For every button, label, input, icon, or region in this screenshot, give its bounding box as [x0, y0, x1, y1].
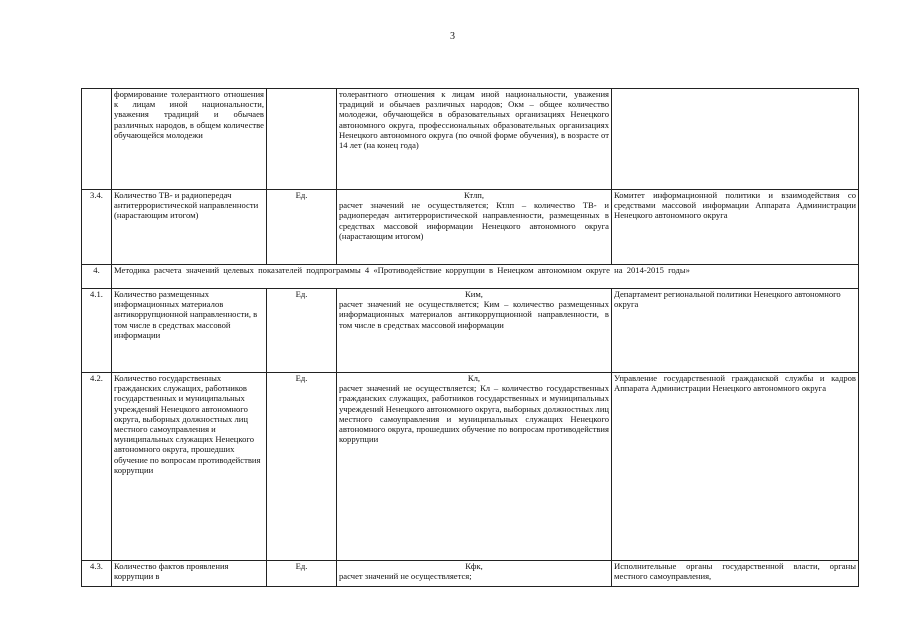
table-row	[82, 373, 859, 561]
indicator-method	[337, 190, 612, 265]
indicator-name: Количество фактов проявления коррупции в	[112, 561, 267, 587]
row-number: 4.2.	[82, 373, 112, 561]
indicator-unit: Ед.	[267, 190, 337, 265]
method-text: толерантного отношения к лицам иной национальности, уважения традиций и обычаев различных народов; Окм – общее количество молодежи, обучающейся в образовательных организациях Ненецкого автономного округа, профессиональных образовательных организациях Ненецкого автономного округа (по очной форме обучения), в возрасте от 14 лет (на конец года)	[339, 89, 609, 151]
indicator-unit	[267, 89, 337, 190]
row-number	[82, 89, 112, 190]
formula: Кфк,	[465, 561, 483, 571]
row-number: 4.3.	[82, 561, 112, 587]
indicator-method	[337, 89, 612, 190]
responsible-body: Департамент региональной политики Ненецкого автономного округа	[612, 289, 859, 373]
indicator-unit: Ед.	[267, 289, 337, 373]
responsible-body: Исполнительные органы государственной власти, органы местного самоуправления,	[612, 561, 859, 587]
table-row	[82, 561, 859, 587]
responsible-body: Комитет информационной политики и взаимодействия со средствами массовой информации Аппарата Администрации Ненецкого автономного округа	[612, 190, 859, 265]
indicator-method	[337, 289, 612, 373]
indicator-method	[337, 561, 612, 587]
table-row	[82, 289, 859, 373]
responsible-body: Управление государственной гражданской службы и кадров Аппарата Администрации Ненецкого автономного округа	[612, 373, 859, 561]
indicator-name: формирование толерантного отношения к лицам иной национальности, уважения традиций и обычаев различных народов, в общем количестве обучающейся молодежи	[112, 89, 267, 190]
indicator-method	[337, 373, 612, 561]
responsible-body	[612, 89, 859, 190]
formula: Ким,	[465, 289, 483, 299]
indicator-name: Количество государственных гражданских служащих, работников государственных и муниципальных учреждений Ненецкого автономного округа, выборных должностных лиц местного самоуправления и муниципальных служащих Ненецкого автономного округа, прошедших обучение по вопросам противодействия коррупции	[112, 373, 267, 561]
row-number: 4.1.	[82, 289, 112, 373]
indicator-name: Количество размещенных информационных материалов антикоррупционной направленности, в том числе в средствах массовой информации	[112, 289, 267, 373]
table-row	[82, 89, 859, 190]
page-number: 3	[450, 31, 455, 42]
row-number: 3.4.	[82, 190, 112, 265]
indicator-unit: Ед.	[267, 561, 337, 587]
table-row	[82, 190, 859, 265]
section-number: 4.	[82, 265, 112, 289]
indicators-table	[81, 88, 859, 587]
indicator-unit: Ед.	[267, 373, 337, 561]
section-row	[82, 265, 859, 289]
method-text: расчет значений не осуществляется;	[339, 571, 472, 582]
formula: Кл,	[467, 373, 481, 383]
method-text: расчет значений не осуществляется; Кл – количество государственных гражданских служащих, работников государственных и муниципальных учреждений Ненецкого автономного округа, выборных должностных лиц местного самоуправления и муниципальных служащих Ненецкого автономного округа, прошедших обучение по вопросам противодействия коррупции	[339, 383, 610, 445]
indicator-name: Количество ТВ- и радиопередач антитеррористической направленности (нарастающим итогом)	[112, 190, 267, 265]
method-text: расчет значений не осуществляется; Ким – количество размещенных информационных материалов антикоррупционной направленности, в том числе в средствах массовой информации	[339, 299, 609, 330]
method-text: расчет значений не осуществляется; Ктлп – количество ТВ- и радиопередач антитеррористической направленности, размещенных в средствах массовой информации Ненецкого автономного округа (нарастающим итогом)	[339, 200, 609, 241]
formula: Ктлп,	[464, 190, 484, 200]
section-title: Методика расчета значений целевых показателей подпрограммы 4 «Противодействие коррупции в Ненецком автономном округе на 2014-2015 годы»	[112, 265, 859, 289]
